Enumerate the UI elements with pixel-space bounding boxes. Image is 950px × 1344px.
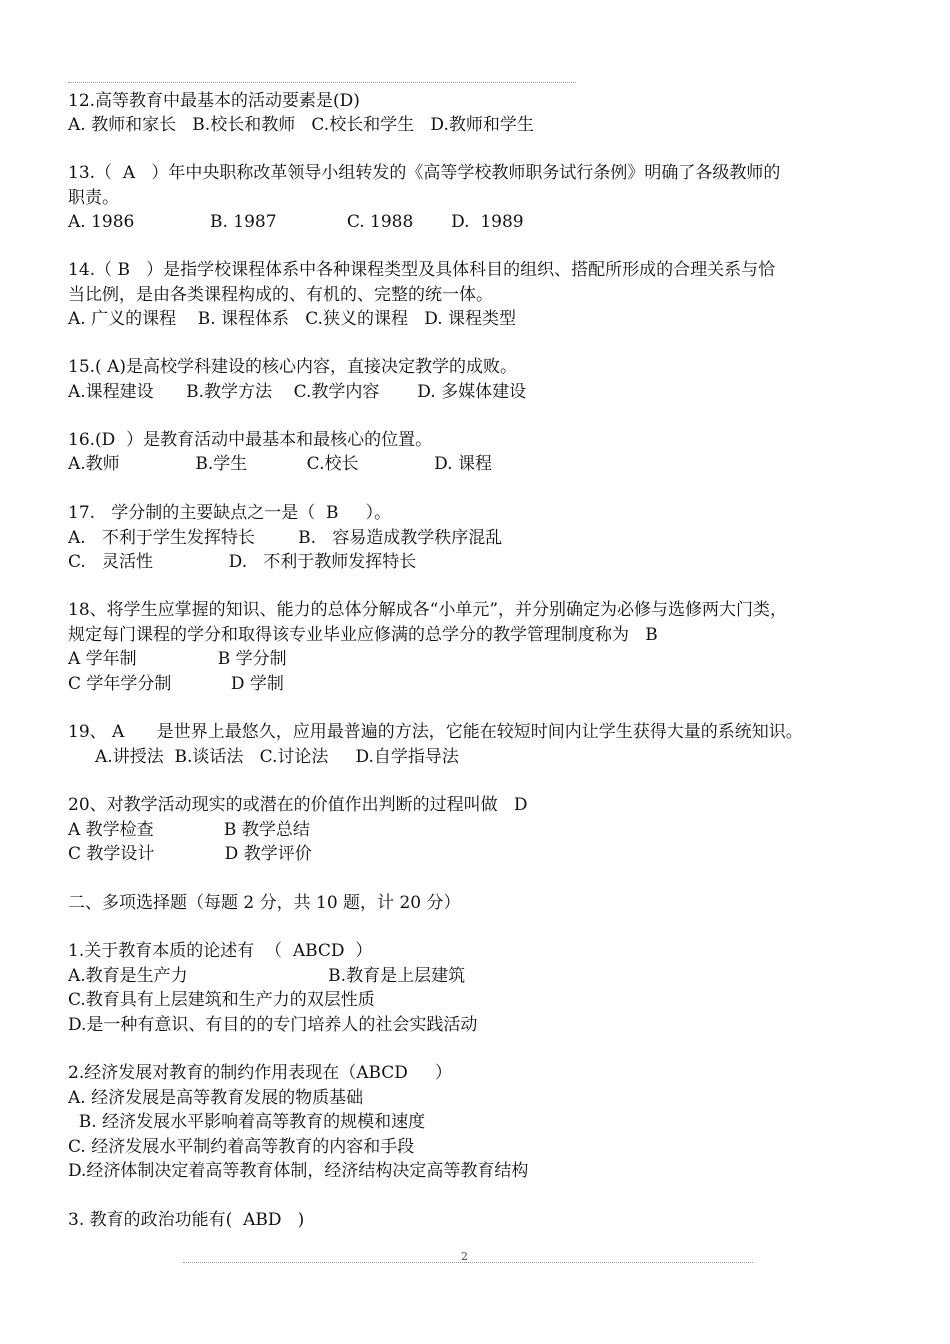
- q15-options: A.课程建设 B.教学方法 C.教学内容 D. 多媒体建设: [68, 382, 527, 402]
- q13-stem: 13.（ A ）年中央职称改革领导小组转发的《高等学校教师职务试行条例》明确了各级教师的: [68, 163, 781, 183]
- q13-options: A. 1986 B. 1987 C. 1988 D. 1989: [68, 212, 524, 232]
- q14-options: A. 广义的课程 B. 课程体系 C.狭义的课程 D. 课程类型: [68, 309, 517, 329]
- footer-rule: [183, 1262, 753, 1263]
- mq1-stem: 1.关于教育本质的论述有 （ ABCD ）: [68, 941, 373, 961]
- section-heading-multiple-choice: 二、多项选择题（每题 2 分，共 10 题，计 20 分）: [68, 893, 461, 913]
- q18-stem-cont: 规定每门课程的学分和取得该专业毕业应修满的总学分的教学管理制度称为 B: [68, 625, 658, 645]
- q20-options-ab: A 教学检查 B 教学总结: [68, 820, 310, 840]
- q17-stem: 17. 学分制的主要缺点之一是（ B ）。: [68, 503, 392, 523]
- mq2-option-a: A. 经济发展是高等教育发展的物质基础: [68, 1088, 364, 1108]
- q17-options-cd: C. 灵活性 D. 不利于教师发挥特长: [68, 552, 417, 572]
- q14-stem-cont: 当比例，是由各类课程构成的、有机的、完整的统一体。: [68, 285, 493, 305]
- mq2-option-b: B. 经济发展水平影响着高等教育的规模和速度: [68, 1112, 426, 1132]
- header-rule: [68, 82, 576, 83]
- q20-stem: 20、对教学活动现实的或潜在的价值作出判断的过程叫做 D: [68, 795, 528, 815]
- q18-options-ab: A 学年制 B 学分制: [68, 649, 287, 669]
- mq1-option-c: C.教育具有上层建筑和生产力的双层性质: [68, 990, 375, 1010]
- q18-options-cd: C 学年学分制 D 学制: [68, 674, 284, 694]
- mq1-option-ab: A.教育是生产力 B.教育是上层建筑: [68, 966, 466, 986]
- q15-stem: 15.( A)是高校学科建设的核心内容，直接决定教学的成败。: [68, 357, 517, 377]
- q16-stem: 16.(D ）是教育活动中最基本和最核心的位置。: [68, 430, 433, 450]
- q19-stem: 19、 A 是世界上最悠久，应用最普遍的方法，它能在较短时间内让学生获得大量的系统知识。: [68, 722, 803, 742]
- q20-options-cd: C 教学设计 D 教学评价: [68, 844, 312, 864]
- q18-stem: 18、将学生应掌握的知识、能力的总体分解成各“小单元”，并分别确定为必修与选修两大门类，: [68, 600, 788, 620]
- q14-stem: 14.（ B ）是指学校课程体系中各种课程类型及具体科目的组织、搭配所形成的合理关系与恰: [68, 260, 776, 280]
- mq2-option-d: D.经济体制决定着高等教育体制，经济结构决定高等教育结构: [68, 1161, 529, 1181]
- q16-options: A.教师 B.学生 C.校长 D. 课程: [68, 454, 492, 474]
- q17-options-ab: A. 不利于学生发挥特长 B. 容易造成教学秩序混乱: [68, 528, 503, 548]
- mq3-stem: 3. 教育的政治功能有( ABD ): [68, 1210, 305, 1230]
- mq2-stem: 2.经济发展对教育的制约作用表现在（ABCD ）: [68, 1063, 452, 1083]
- page-number: 2: [461, 1250, 468, 1263]
- mq2-option-c: C. 经济发展水平制约着高等教育的内容和手段: [68, 1137, 415, 1157]
- q19-options: A.讲授法 B.谈话法 C.讨论法 D.自学指导法: [68, 747, 459, 767]
- q12-stem: 12.高等教育中最基本的活动要素是(D): [68, 91, 360, 111]
- q13-stem-cont: 职责。: [68, 188, 119, 208]
- mq1-option-d: D.是一种有意识、有目的的专门培养人的社会实践活动: [68, 1015, 478, 1035]
- q12-options: A. 教师和家长 B.校长和教师 C.校长和学生 D.教师和学生: [68, 115, 534, 135]
